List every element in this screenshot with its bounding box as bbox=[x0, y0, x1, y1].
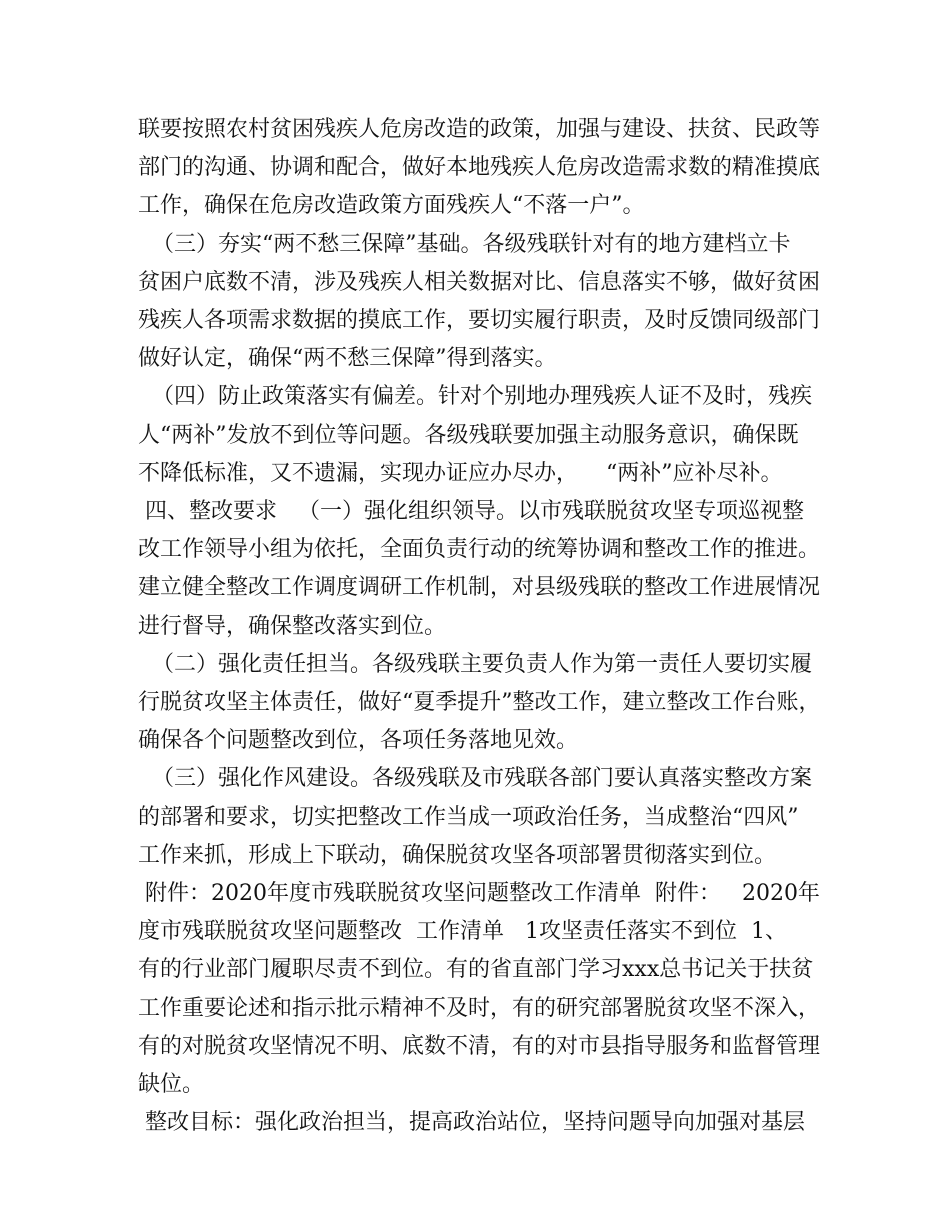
text-line: 缺位。 bbox=[138, 1072, 205, 1097]
text-line: 工作来抓，形成上下联动，确保脱贫攻坚各项部署贯彻落实到位。 bbox=[138, 842, 777, 868]
text-line: 的部署和要求，切实把整改工作当成一项政治任务，当成整治“四风” bbox=[138, 804, 799, 830]
text-line: 行脱贫攻坚主体责任，做好“夏季提升”整改工作，建立整改工作台账， bbox=[138, 690, 821, 715]
text-line: （四）防止政策落实有偏差。针对个别地办理残疾人证不及时，残疾 bbox=[138, 384, 812, 410]
text-line: 有的行业部门履职尽责不到位。有的省直部门学习xxx总书记关于扶贫 bbox=[138, 957, 814, 983]
text-line: 做好认定，确保“两不愁三保障”得到落实。 bbox=[138, 346, 557, 372]
text-line: 改工作领导小组为依托，全面负责行动的统筹协调和整改工作的推进。 bbox=[138, 537, 821, 563]
text-line: 人“两补”发放不到位等问题。各级残联要加强主动服务意识，确保既 bbox=[138, 422, 799, 448]
text-line: 工作，确保在危房改造政策方面残疾人“不落一户”。 bbox=[138, 193, 645, 219]
text-line: 工作重要论述和指示批示精神不及时，有的研究部署脱贫攻坚不深入， bbox=[138, 995, 821, 1021]
text-line: 四、整改要求 （一）强化组织领导。以市残联脱贫攻坚专项巡视整 bbox=[138, 499, 804, 524]
text-line: 联要按照农村贫困残疾人危房改造的政策，加强与建设、扶贫、民政等 bbox=[138, 117, 821, 142]
text-line: 不降低标准，又不遗漏，实现办证应办尽办， “两补”应补尽补。 bbox=[138, 460, 783, 486]
text-line: （三）夯实“两不愁三保障”基础。各级残联针对有的地方建档立卡 bbox=[138, 231, 791, 257]
text-line: 部门的沟通、协调和配合，做好本地残疾人危房改造需求数的精准摸底 bbox=[138, 155, 821, 181]
text-line: 贫困户底数不清，涉及残疾人相关数据对比、信息落实不够，做好贫困 bbox=[138, 269, 821, 295]
text-line: 度市残联脱贫攻坚问题整改 工作清单 1攻坚责任落实不到位 1、 bbox=[138, 919, 787, 945]
text-line: 进行督导，确保整改落实到位。 bbox=[138, 613, 447, 639]
text-line: 有的对脱贫攻坚情况不明、底数不清，有的对市县指导服务和监督管理 bbox=[138, 1033, 821, 1059]
text-line: 残疾人各项需求数据的摸底工作，要切实履行职责，及时反馈同级部门 bbox=[138, 308, 821, 333]
text-line: 附件：2020年度市残联脱贫攻坚问题整改工作清单 附件： 2020年 bbox=[138, 881, 820, 906]
text-line: （二）强化责任担当。各级残联主要负责人作为第一责任人要切实履 bbox=[138, 651, 812, 677]
text-line: 确保各个问题整改到位，各项任务落地见效。 bbox=[138, 728, 579, 754]
text-line: 建立健全整改工作调度调研工作机制，对县级残联的整改工作进展情况 bbox=[138, 575, 821, 601]
text-line: 整改目标：强化政治担当，提高政治站位，坚持问题导向加强对基层 bbox=[138, 1110, 805, 1136]
text-line: （三）强化作风建设。各级残联及市残联各部门要认真落实整改方案 bbox=[138, 766, 812, 792]
